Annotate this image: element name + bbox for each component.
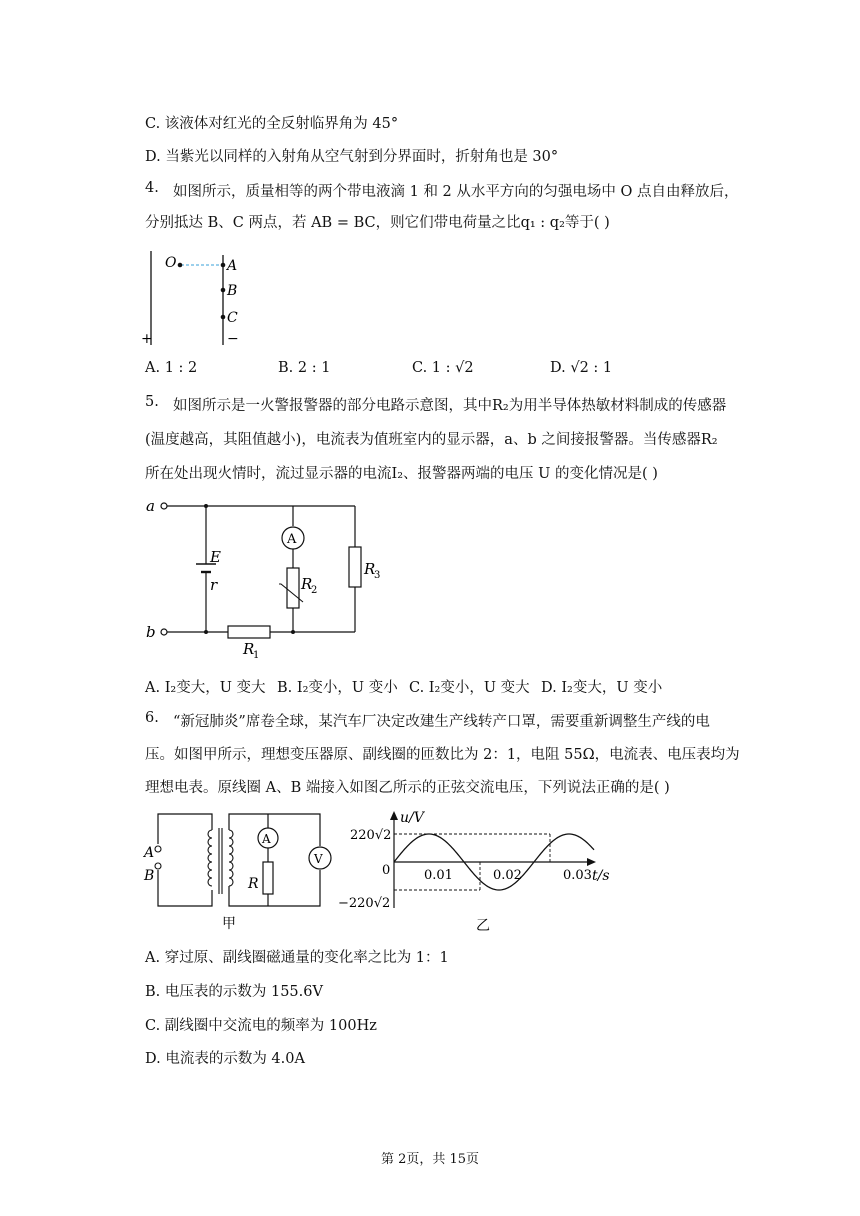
q4-option-d: D. √2 : 1 (550, 360, 613, 376)
q5-option-a: A. I₂变大，U 变大 (145, 680, 266, 696)
q5-circuit-figure (140, 492, 390, 662)
q6-stem-line3: 理想电表。原线圈 A、B 端接入如图乙所示的正弦交流电压，下列说法正确的是( ) (145, 780, 670, 796)
q6-yi-xtick-2: 0.03 (563, 868, 592, 883)
q6-stem-line1: “新冠肺炎”席卷全球，某汽车厂决定改建生产线转产口罩，需要重新调整生产线的电 (173, 714, 710, 730)
q5-label-r2-sub: 2 (311, 585, 318, 596)
q5-label-r1: R (243, 640, 255, 658)
q6-yi-ytick-bottom: −220√2 (338, 896, 391, 911)
q5-label-r: r (210, 576, 218, 594)
q5-label-r3: R (364, 560, 376, 578)
q4-option-b: B. 2 : 1 (278, 360, 331, 376)
q5-options (145, 676, 662, 697)
q5-label-e: E (210, 548, 221, 566)
q6-jia-caption: 甲 (222, 916, 236, 932)
q6-jia-label-r: R (248, 876, 259, 892)
q5-stem-line3: 所在处出现火情时，流过显示器的电流I₂、报警器两端的电压 U 的变化情况是( ) (145, 466, 658, 482)
q6-option-d: D. 电流表的示数为 4.0A (145, 1051, 305, 1067)
q6-ammeter-label: A (262, 832, 271, 846)
q4-label-minus: − (227, 331, 239, 347)
q4-label-a: A (227, 258, 238, 274)
q4-options (145, 360, 612, 376)
q6-stem-line2: 压。如图甲所示，理想变压器原、副线圈的匝数比为 2：1，电阻 55Ω，电流表、电压表均为 (145, 747, 740, 763)
q4-label-b: B (227, 283, 238, 299)
q6-waveform-figure (330, 808, 610, 934)
q4-label-c: C (227, 310, 238, 326)
q6-yi-xlabel: t/s (592, 868, 610, 884)
q6-yi-xtick-0: 0.01 (424, 868, 453, 883)
q5-label-r1-sub: 1 (253, 650, 260, 661)
page-footer: 第 2页，共 15页 (380, 1152, 480, 1167)
q5-number: 5. (145, 394, 159, 410)
q6-number: 6. (145, 710, 159, 726)
q6-yi-ytick-zero: 0 (382, 863, 391, 878)
q5-stem-line2: (温度越高，其阻值越小)，电流表为值班室内的显示器，a、b 之间接报警器。当传感器R₂ (145, 432, 718, 448)
q6-yi-xtick-1: 0.02 (493, 868, 522, 883)
q5-stem-line1: 如图所示是一火警报警器的部分电路示意图，其中R₂为用半导体热敏材料制成的传感器 (173, 398, 727, 414)
q5-ammeter-label: A (287, 532, 297, 547)
q6-yi-ytick-top: 220√2 (350, 828, 392, 843)
q5-label-r2: R (301, 575, 313, 593)
q5-option-d: D. I₂变大，U 变小 (541, 680, 663, 696)
q3-option-d: D. 当紫光以同样的入射角从空气射到分界面时，折射角也是 30° (145, 149, 559, 165)
q3-option-c: C. 该液体对红光的全反射临界角为 45° (145, 116, 399, 132)
q4-stem-line2: 分别抵达 B、C 两点，若 AB = BC，则它们带电荷量之比q₁ : q₂等于( ) (145, 215, 610, 231)
q6-yi-ylabel: u/V (400, 810, 424, 826)
q6-jia-label-a: A (144, 845, 155, 861)
q6-transformer-figure (140, 806, 340, 934)
q6-yi-caption: 乙 (476, 918, 490, 934)
q5-label-b: b (146, 623, 156, 641)
q6-option-a: A. 穿过原、副线圈磁通量的变化率之比为 1：1 (145, 950, 449, 966)
q6-voltmeter-label: V (314, 852, 323, 866)
q5-label-r3-sub: 3 (374, 570, 381, 581)
q5-option-c: C. I₂变小，U 变大 (409, 680, 530, 696)
q4-option-c: C. 1 : √2 (412, 360, 474, 376)
q6-jia-label-b: B (144, 868, 155, 884)
q6-option-c: C. 副线圈中交流电的频率为 100Hz (145, 1018, 377, 1034)
q4-number: 4. (145, 180, 159, 196)
q4-stem-line1: 如图所示，质量相等的两个带电液滴 1 和 2 从水平方向的匀强电场中 O 点自由释放后， (173, 184, 739, 200)
q4-label-plus: + (141, 331, 153, 347)
q5-option-b: B. I₂变小，U 变小 (277, 680, 398, 696)
q4-label-o: O (165, 255, 177, 271)
q5-label-a: a (146, 497, 155, 515)
q6-option-b: B. 电压表的示数为 155.6V (145, 984, 323, 1000)
q4-figure (135, 245, 255, 350)
q4-option-a: A. 1 : 2 (145, 360, 198, 376)
